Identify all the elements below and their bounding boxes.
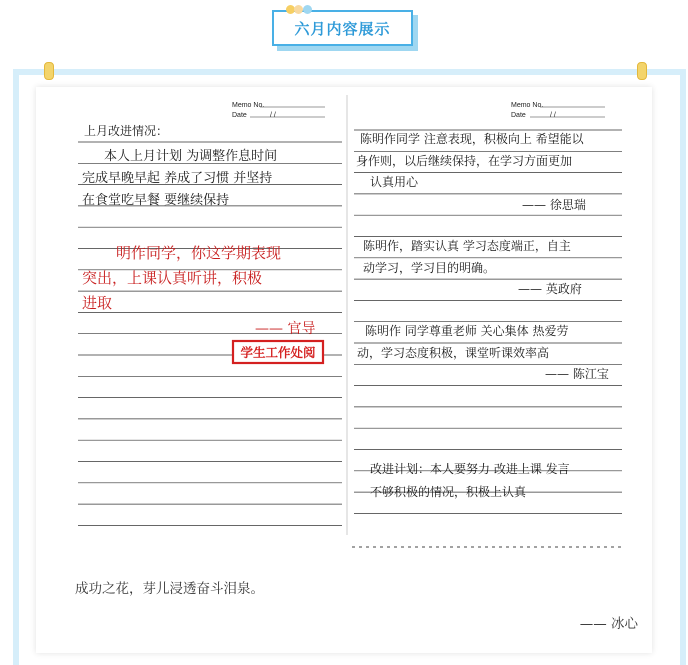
- pin-left: [44, 62, 54, 80]
- decor-dot-mid: [294, 5, 303, 14]
- pin-right: [637, 62, 647, 80]
- plan-line-1: 本人上月计划 为调整作息时间: [104, 149, 278, 164]
- memo-image: [70, 95, 630, 555]
- comment2-signature: —— 英政府: [518, 282, 582, 296]
- decor-dot-right: [303, 5, 312, 14]
- improvement-plan-line-2: 不够积极的情况，积极上认真: [370, 485, 527, 499]
- comment1-signature: —— 徐思瑞: [522, 198, 586, 212]
- comment2-line-2: 动学习，学习目的明确。: [363, 261, 496, 275]
- plan-line-3: 在食堂吃早餐 要继续保持: [82, 193, 230, 208]
- stamp-text: 学生工作处阅: [240, 346, 316, 360]
- teacher-comment-line-1: 明作同学，你这学期表现: [116, 244, 282, 262]
- memo-no-label-right: Memo No.: [511, 102, 544, 109]
- comment1-line-3: 认真用心: [370, 175, 419, 189]
- comment3-line-2: 动，学习态度积极，课堂听课效率高: [357, 346, 550, 360]
- memo-page-right: [350, 95, 630, 555]
- quote-author: —— 冰心: [579, 616, 638, 632]
- comment3-signature: —— 陈江宝: [545, 367, 609, 381]
- date-label: Date: [232, 112, 247, 119]
- comment1-line-2: 身作则，以后继续保持，在学习方面更加: [356, 154, 573, 168]
- teacher-comment-line-2: 突出，上课认真听讲，积极: [82, 269, 263, 287]
- date-separator-right: / /: [550, 112, 556, 119]
- date-label-right: Date: [511, 112, 526, 119]
- memo-page-left: [70, 95, 345, 535]
- comment3-line-1: 陈明作 同学尊重老师 关心集体 热爱劳: [365, 324, 569, 338]
- quote-text: 成功之花，芽儿浸透奋斗泪泉。: [75, 581, 264, 597]
- memo-scan: [70, 95, 630, 555]
- memo-no-label: Memo No.: [232, 102, 265, 109]
- section-header: [272, 10, 413, 46]
- header-title: 六月内容展示: [272, 10, 413, 46]
- improvement-title: 上月改进情况：: [84, 124, 169, 138]
- date-separator: / /: [270, 112, 276, 119]
- comment1-line-1: 陈明作同学 注意表现，积极向上 希望能以: [360, 132, 584, 146]
- plan-line-2: 完成早晚早起 养成了习惯 并坚持: [82, 171, 273, 186]
- teacher-signature: —— 官导: [255, 321, 316, 337]
- teacher-comment-line-3: 进取: [82, 294, 113, 312]
- improvement-plan-line-1: 改进计划：本人要努力 改进上课 发言: [370, 462, 570, 476]
- comment2-line-1: 陈明作，踏实认真 学习态度端正，自主: [363, 239, 571, 253]
